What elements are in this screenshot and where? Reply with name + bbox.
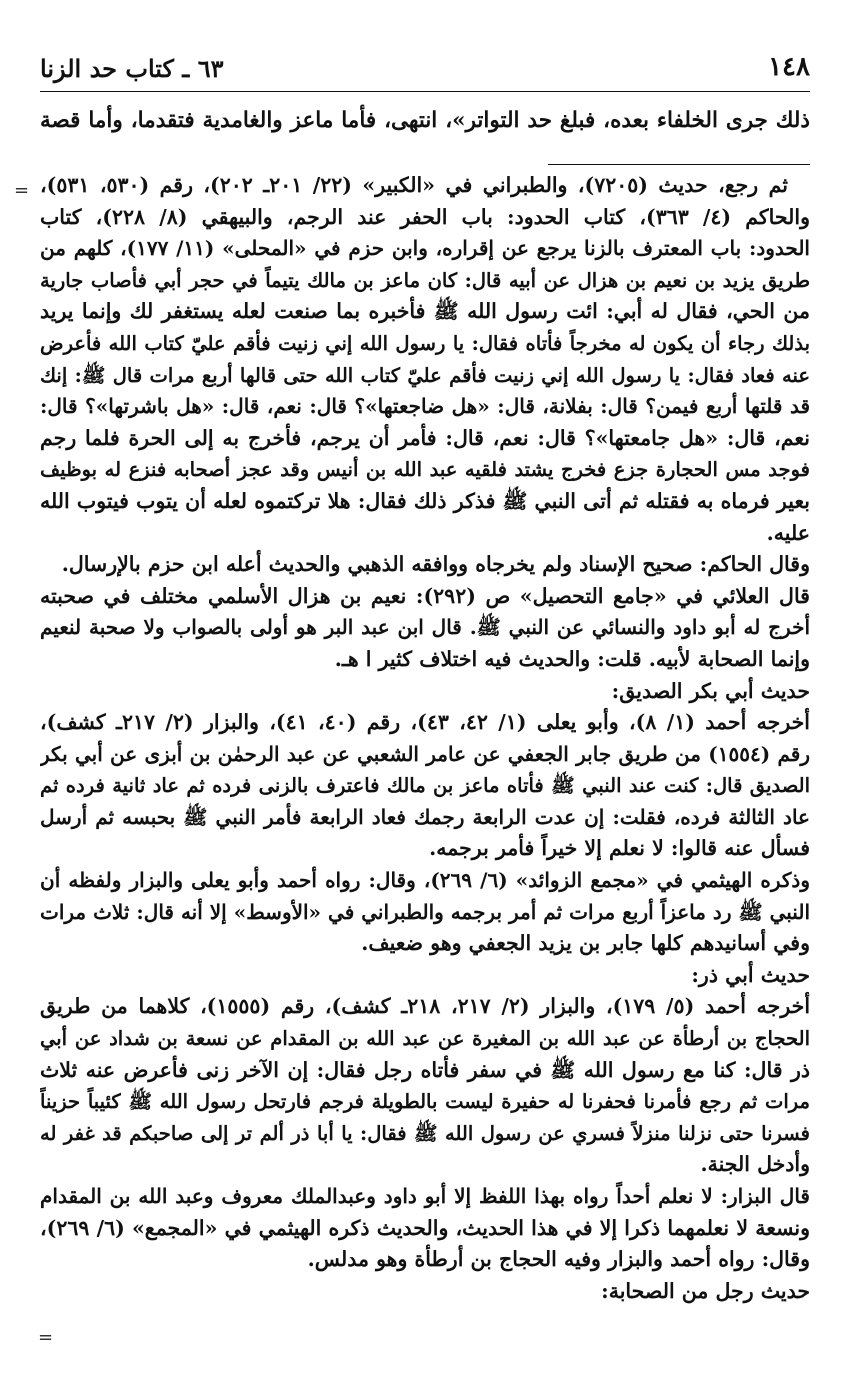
margin-mark-bottom: = (38, 1327, 54, 1348)
footnotes (40, 170, 810, 1307)
footnote-line: قال البزار: لا نعلم أحداً رواه بهذا اللفظ إلا أبو داود وعبدالملك معروف وعبد الله بن المقدام (40, 1184, 810, 1208)
footnote-line: الحدود: باب المعترف بالزنا يرجع عن إقراره، وابن حزم في «المحلى» (١١/ ١٧٧)، كلهم من (40, 236, 810, 261)
footnote-line: أخرجه أحمد (٥/ ١٧٩)، والبزار (٢/ ٢١٧، ٢١٨ـ كشف)، رقم (١٥٥٥)، كلاهما من طريق (40, 994, 810, 1019)
footnote-line: فسأل عنه قالوا: لا نعلم إلا خيراً فأمر برجمه. (429, 836, 810, 861)
header-rule (40, 91, 810, 92)
footnote-line: بذلك رجاء أن يكون له مخرجاً فأتاه فقال: يا رسول الله إني زنيت فأقم عليّ كتاب الله فأعرض (40, 331, 810, 355)
footnote-line: قد قلتها أربع فيمن؟ قال: بفلانة، قال: «هل ضاجعتها»؟ قال: نعم، قال: «هل باشرتها»؟ قال: (40, 394, 810, 419)
footnote-line: ونسعة لا نعلمهما ذكرا إلا في هذا الحديث، والحديث ذكره الهيثمي في «المجمع» (٦/ ٢٦٩)، (40, 1215, 810, 1240)
footnote-line: وفي أسانيدهم كلها جابر بن يزيد الجعفي وهو ضعيف. (361, 931, 810, 956)
footnote-line: الحجاج بن أرطأة عن عبد الله بن المغيرة عن عبد الله بن المقدام عن نسعة بن شداد عن أبي (40, 1027, 810, 1051)
footnote-line: عنه فعاد فقال: يا رسول الله إني زنيت فأقم عليّ كتاب الله حتى قالها أربع مرات قال ﷺ: إنك (40, 363, 810, 387)
footnote-line: وقال: رواه أحمد والبزار وفيه الحجاج بن أرطأة وهو مدلس. (307, 1247, 810, 1272)
footnote-line: حديث رجل من الصحابة: (601, 1278, 810, 1303)
footnote-line: ذر قال: كنا مع رسول الله ﷺ في سفر فأتاه رجل فقال: إن الآخر زنى فأعرض عنه ثلاث (40, 1057, 810, 1082)
footnote-line: بعير فرماه به فقتله ثم أتى النبي ﷺ فذكر ذلك فقال: هلا تركتموه لعله أن يتوب فيتوب الله (40, 488, 810, 513)
margin-mark-top: = (14, 180, 30, 201)
running-title: ٦٣ ـ كتاب حد الزنا (40, 54, 224, 83)
footnote-separator (548, 164, 810, 165)
footnote-line: فوجد مس الحجارة جزع فخرج يشتد فلقيه عبد الله بن أنيس وقد عجز أصحابه فنزع له بوظيف (40, 458, 810, 482)
footnote-line: والحاكم (٤/ ٣٦٣)، كتاب الحدود: باب الحفر عند الرجم، والبيهقي (٨/ ٢٢٨)، كتاب (40, 204, 810, 229)
page-number: ١٤٨ (768, 52, 810, 82)
footnote-line: حديث أبي بكر الصديق: (611, 678, 810, 703)
footnote-line: رقم (١٥٥٤) من طريق جابر الجعفي عن عامر الشعبي عن عبد الرحمٰن بن أبزى عن أبي بكر (40, 741, 810, 766)
footnote-line: طريق يزيد بن نعيم بن هزال عن أبيه قال: كان ماعز بن مالك يتيماً في حجر أبي فأصاب جارية (40, 268, 810, 292)
footnote-line: الصديق قال: كنت عند النبي ﷺ فأتاه ماعز بن مالك فاعترف بالزنى فرده ثم عاد ثانية فرده ثم (40, 774, 810, 798)
footnote-line: نعم، قال: «هل جامعتها»؟ قال: نعم، قال: فأمر أن يرجم، فأخرج به إلى الحرة فلما رجم (40, 425, 810, 450)
footnote-line: وذكره الهيثمي في «مجمع الزوائد» (٦/ ٢٦٩)، وقال: رواه أحمد وأبو يعلى والبزار ولفظه أن (40, 868, 810, 893)
footnote-line: وإنما الصحابة لأبيه. قلت: والحديث فيه اختلاف كثير ا هـ. (334, 646, 810, 671)
footnote-line: أخرج له أبو داود والنسائي عن النبي ﷺ. قال ابن عبد البر هو أولى بالصواب ولا صحبة لنعيم (40, 615, 810, 640)
footnote-line: عليه. (766, 520, 810, 545)
footnote-line: فسرنا حتى نزلنا منزلاً فسري عن رسول الله ﷺ فقال: يا أبا ذر ألم تر إلى صاحبكم قد غفر له (40, 1121, 810, 1145)
footnote-line: عاد الثالثة فرده، فقلت: إن عدت الرابعة رجمك فعاد الرابعة فأمر النبي ﷺ بحبسه ثم أرسل (40, 804, 810, 829)
page-header (40, 52, 810, 92)
footnote-line: وقال الحاكم: صحيح الإسناد ولم يخرجاه ووافقه الذهبي والحديث أعله ابن حزم بالإرسال. (61, 552, 810, 577)
footnote-line: النبي ﷺ رد ماعزاً أربع مرات ثم أمر برجمه والطبراني في «الأوسط» إلا أنه قال: ثلاث مرات (40, 899, 810, 924)
footnote-line: ثم رجع، حديث (٧٢٠٥)، والطبراني في «الكبير» (٢٢/ ٢٠١ـ ٢٠٢)، رقم (٥٣٠، ٥٣١)، (40, 173, 788, 197)
footnote-line: من الحي، فقال له أبي: ائت رسول الله ﷺ فأخبره بما صنعت لعله يستغفر لك وإنما يريد (40, 299, 810, 324)
footnote-line: قال العلائي في «جامع التحصيل» ص (٢٩٢): نعيم بن هزال الأسلمي مختلف في صحبته (40, 583, 810, 608)
footnote-line: وأدخل الجنة. (700, 1152, 810, 1177)
footnote-line: حديث أبي ذر: (691, 962, 810, 987)
main-text: ذلك جرى الخلفاء بعده، فبلغ حد التواتر»، انتهى، فأما ماعز والغامدية فتقدما، وأما قصة (40, 108, 810, 133)
footnote-line: مرات ثم رجع فأمرنا فحفرنا له حفيرة ليست بالطويلة فرجم فارتحل رسول الله ﷺ كئيباً حزيناً (40, 1090, 810, 1114)
footnote-line: أخرجه أحمد (١/ ٨)، وأبو يعلى (١/ ٤٢، ٤٣)، رقم (٤٠، ٤١)، والبزار (٢/ ٢١٧ـ كشف)، (40, 710, 810, 735)
